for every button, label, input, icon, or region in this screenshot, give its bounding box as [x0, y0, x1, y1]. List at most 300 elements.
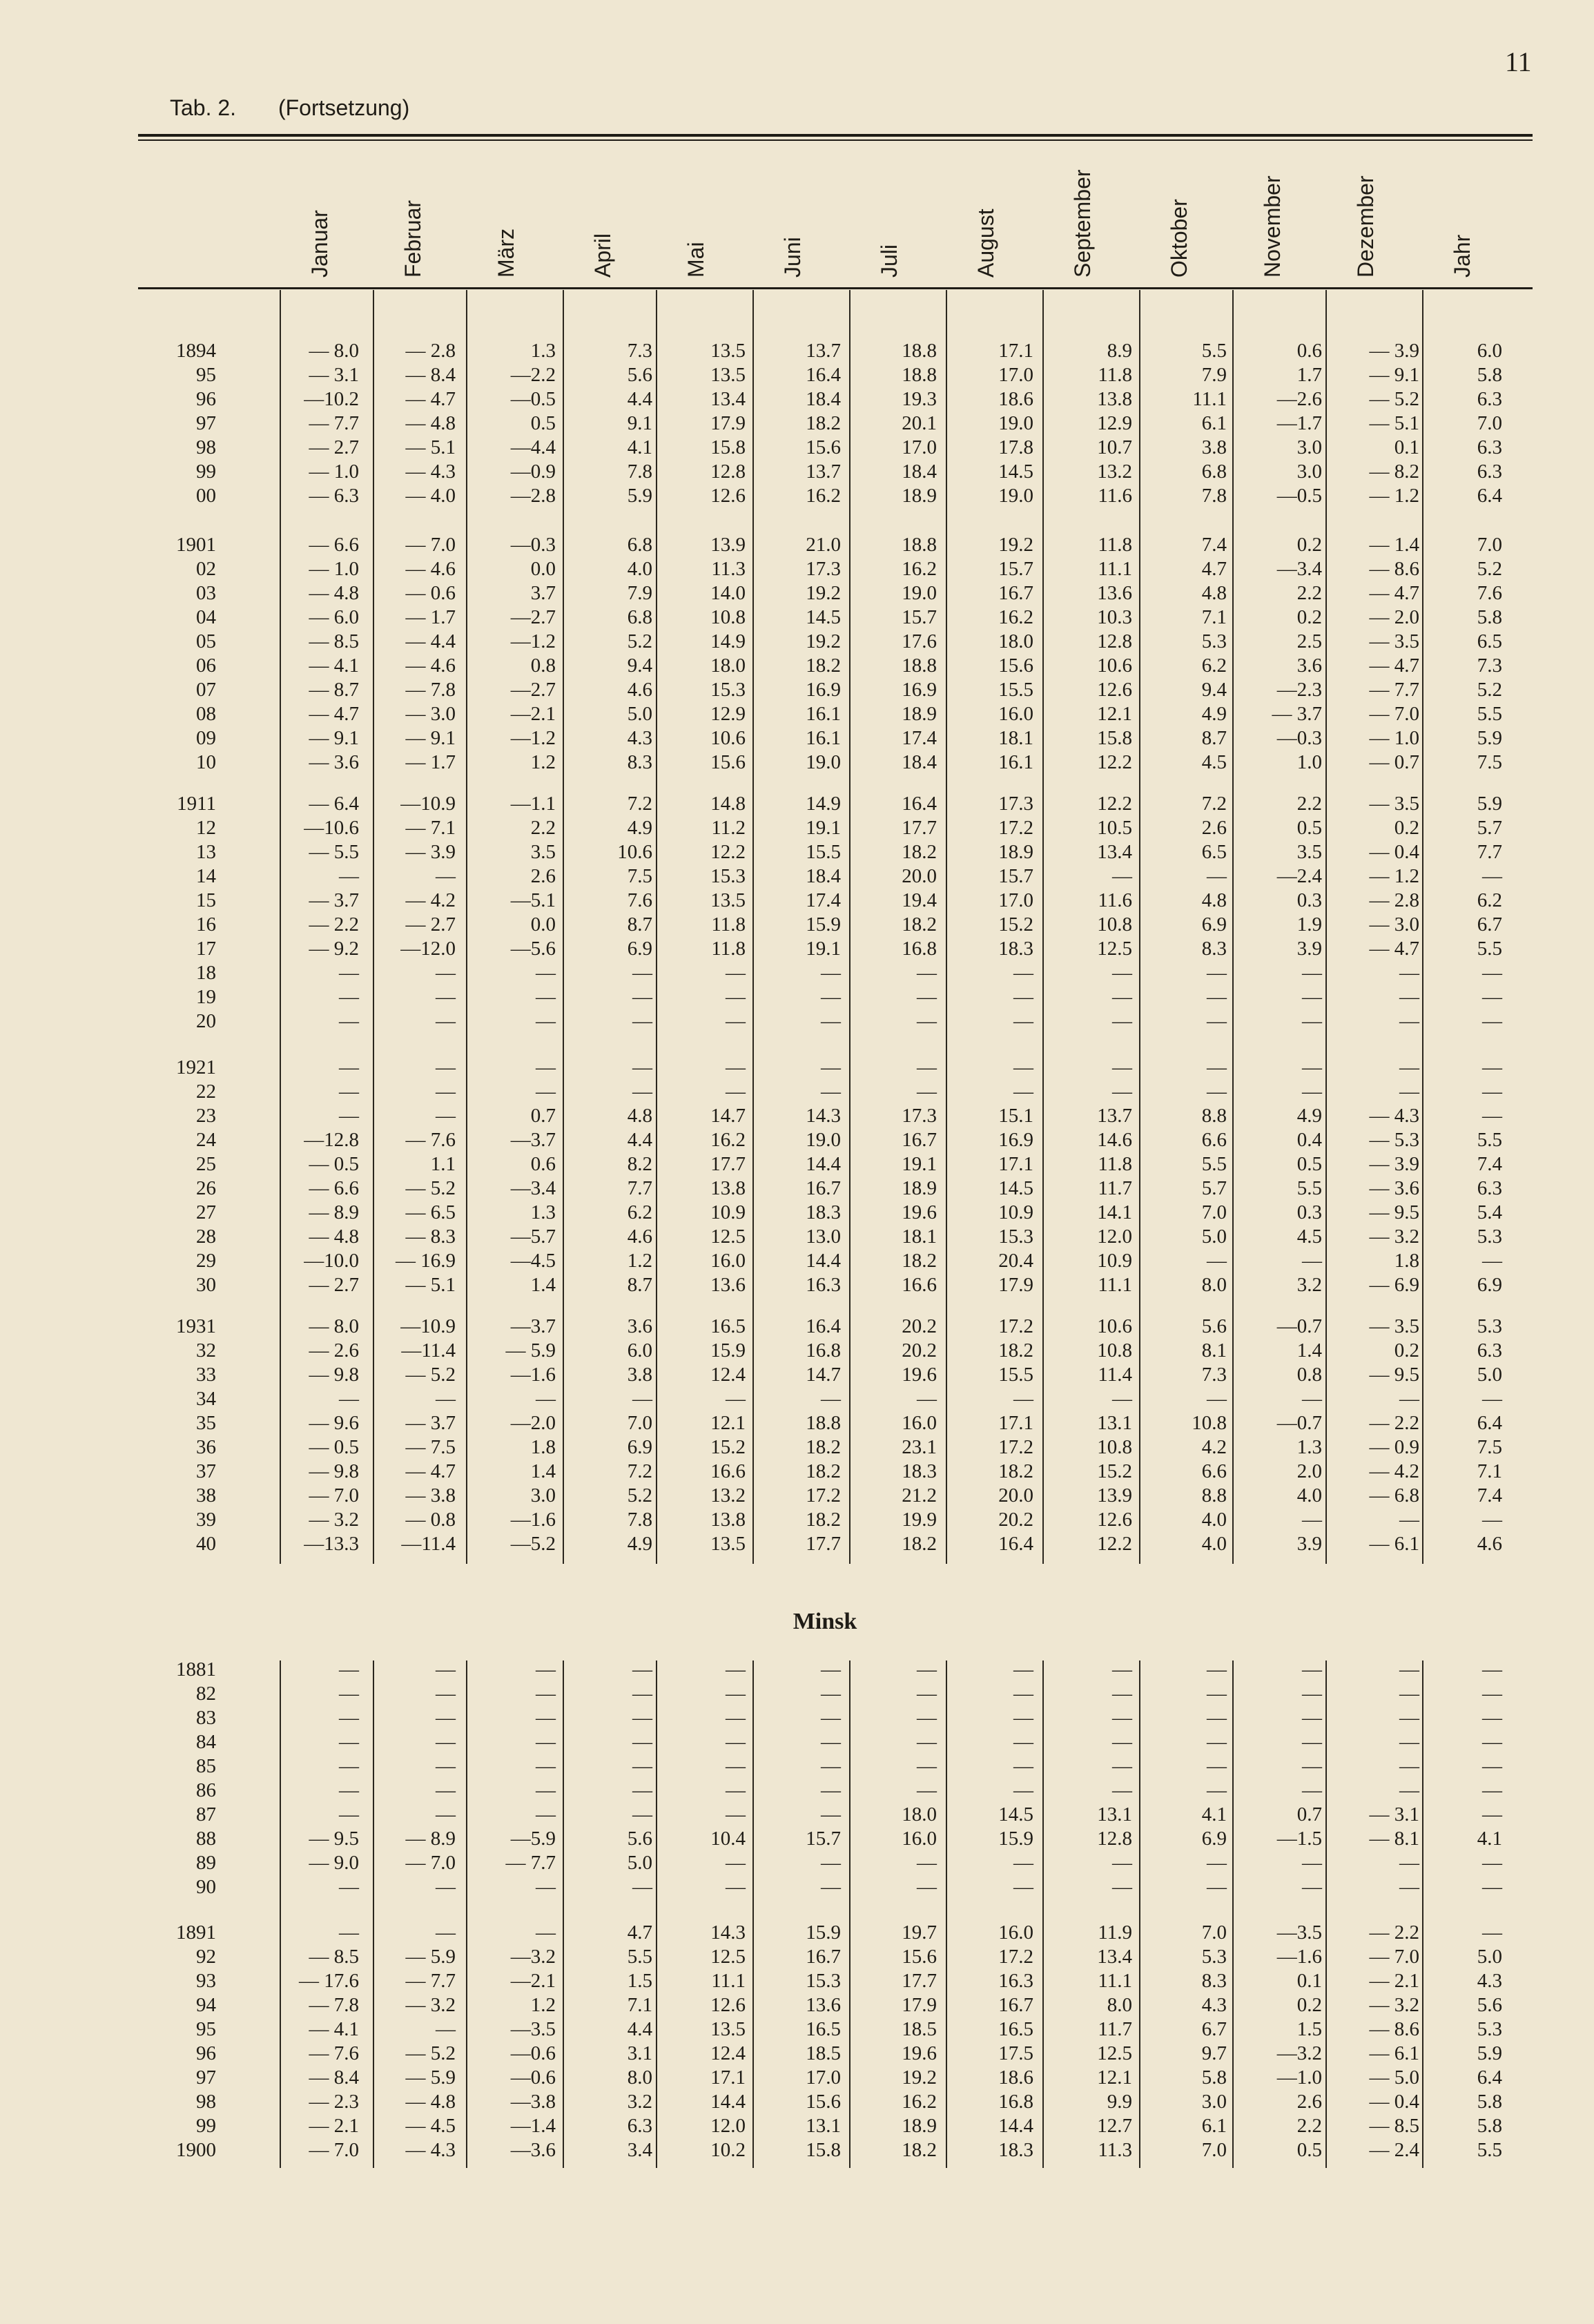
year-label: 1881	[176, 1658, 216, 1681]
table-cell: — 1.0	[1369, 727, 1419, 749]
table-cell: 5.0	[627, 703, 652, 725]
table-cell: 7.8	[627, 1509, 652, 1531]
table-cell: 18.1	[902, 1226, 937, 1248]
table-cell: — 6.3	[309, 485, 359, 507]
table-cell: 5.2	[627, 630, 652, 652]
table-cell: 2.6	[1296, 2091, 1322, 2113]
table-cell: 8.7	[1201, 727, 1227, 749]
table-cell: — 2.2	[1369, 1921, 1419, 1944]
table-cell: — 8.4	[309, 2066, 359, 2089]
table-cell: —1.4	[510, 2115, 556, 2137]
table-cell: —0.3	[510, 534, 556, 556]
table-cell: 13.8	[710, 1177, 746, 1199]
table-cell: 21.0	[806, 534, 841, 556]
table-cell: 6.3	[627, 2115, 652, 2137]
table-cell: 14.8	[710, 793, 746, 815]
table-cell: 17.3	[998, 793, 1033, 815]
table-cell: —	[1013, 1731, 1033, 1753]
table-cell: 10.9	[710, 1201, 746, 1223]
table-cell: 1.9	[1296, 913, 1322, 936]
table-cell: 11.8	[1098, 534, 1132, 556]
table-cell: — 6.4	[309, 793, 359, 815]
table-cell: —	[1399, 1081, 1419, 1103]
table-cell: —	[1207, 1707, 1227, 1729]
table-cell: 7.2	[627, 1460, 652, 1482]
table-cell: 14.5	[998, 1177, 1033, 1199]
table-cell: 12.9	[1097, 412, 1132, 434]
table-cell: — 1.7	[405, 606, 456, 628]
table-cell: 5.9	[1477, 727, 1502, 749]
table-cell: 7.0	[1201, 1921, 1227, 1944]
table-cell: —	[821, 1755, 841, 1777]
table-cell: 5.8	[1477, 2091, 1502, 2113]
column-header-april: April	[590, 233, 615, 278]
year-label: 98	[196, 2091, 216, 2113]
table-cell: 16.9	[806, 679, 841, 701]
table-cell: 14.7	[710, 1105, 746, 1127]
year-label: 87	[196, 1803, 216, 1826]
column-header-november: November	[1260, 175, 1285, 278]
table-cell: 12.5	[1097, 938, 1132, 960]
year-label: 97	[196, 2066, 216, 2089]
table-cell: — 2.2	[1369, 1412, 1419, 1434]
column-header-august: August	[973, 209, 998, 278]
column-divider	[1139, 290, 1140, 1564]
table-cell: 17.1	[998, 1153, 1033, 1175]
table-cell: 12.1	[1097, 703, 1132, 725]
column-header-februar: Februar	[400, 200, 425, 278]
table-cell: —	[1112, 1876, 1132, 1898]
table-cell: — 2.7	[309, 436, 359, 458]
table-cell: —	[1399, 986, 1419, 1008]
table-cell: —	[1482, 1683, 1502, 1705]
table-cell: —0.3	[1276, 727, 1322, 749]
table-cell: —	[436, 1081, 456, 1103]
table-cell: —	[917, 1010, 937, 1032]
table-cell: 11.6	[1098, 889, 1132, 911]
year-label: 32	[196, 1339, 216, 1362]
table-cell: 14.4	[806, 1153, 841, 1175]
table-cell: —	[1482, 1803, 1502, 1826]
table-cell: 5.2	[1477, 558, 1502, 580]
table-cell: 13.8	[710, 1509, 746, 1531]
table-cell: 6.3	[1477, 388, 1502, 410]
table-cell: — 8.7	[309, 679, 359, 701]
table-cell: 17.2	[998, 1946, 1033, 1968]
table-cell: 5.6	[627, 1828, 652, 1850]
table-cell: —	[726, 986, 746, 1008]
table-cell: —	[726, 1876, 746, 1898]
table-cell: 8.3	[1201, 1970, 1227, 1992]
table-cell: 5.4	[1477, 1201, 1502, 1223]
table-cell: 17.0	[902, 436, 937, 458]
table-cell: 7.1	[1477, 1460, 1502, 1482]
table-cell: —	[436, 962, 456, 984]
table-cell: —	[339, 1658, 359, 1681]
year-label: 89	[196, 1852, 216, 1874]
table-cell: 6.3	[1477, 436, 1502, 458]
table-cell: —	[339, 986, 359, 1008]
table-cell: 18.4	[806, 865, 841, 887]
table-cell: 18.8	[806, 1412, 841, 1434]
year-label: 19	[196, 986, 216, 1008]
table-cell: 18.9	[902, 485, 937, 507]
year-label: 1921	[176, 1056, 216, 1078]
table-cell: 17.4	[806, 889, 841, 911]
table-cell: 17.9	[902, 1994, 937, 2016]
table-cell: 0.1	[1394, 436, 1419, 458]
table-cell: — 9.1	[405, 727, 456, 749]
table-cell: 3.9	[1296, 938, 1322, 960]
table-cell: —	[339, 1081, 359, 1103]
column-header-jahr: Jahr	[1450, 234, 1475, 278]
table-caption	[170, 95, 409, 121]
table-cell: 3.5	[530, 841, 556, 863]
year-label: 1911	[177, 793, 216, 815]
table-cell: 3.7	[530, 582, 556, 604]
table-cell: 4.7	[1201, 558, 1227, 580]
table-cell: —	[1482, 865, 1502, 887]
table-cell: —	[821, 1707, 841, 1729]
table-cell: 17.1	[998, 1412, 1033, 1434]
table-cell: 1.3	[530, 340, 556, 362]
table-cell: —	[821, 1658, 841, 1681]
column-divider	[946, 1660, 947, 2168]
year-label: 39	[196, 1509, 216, 1531]
table-cell: — 5.2	[405, 1364, 456, 1386]
table-cell: — 4.7	[405, 388, 456, 410]
table-cell: 1.4	[1296, 1339, 1322, 1362]
column-divider	[849, 1660, 851, 2168]
table-cell: 11.8	[711, 913, 746, 936]
table-cell: 1.3	[1296, 1436, 1322, 1458]
table-cell: 7.1	[627, 1994, 652, 2016]
table-cell: 5.3	[1201, 1946, 1227, 1968]
table-cell: —2.1	[510, 1970, 556, 1992]
table-cell: 18.0	[710, 655, 746, 677]
table-cell: 16.0	[902, 1412, 937, 1434]
table-cell: —	[632, 1876, 652, 1898]
table-cell: —	[339, 1876, 359, 1898]
table-cell: — 7.5	[405, 1436, 456, 1458]
table-cell: 18.9	[902, 703, 937, 725]
table-cell: —	[1399, 962, 1419, 984]
table-cell: 13.5	[710, 364, 746, 386]
table-cell: 12.6	[710, 485, 746, 507]
table-cell: 4.6	[627, 679, 652, 701]
table-cell: 8.0	[1107, 1994, 1132, 2016]
column-divider	[1042, 290, 1044, 1564]
table-cell: 7.3	[1201, 1364, 1227, 1386]
table-cell: — 0.6	[405, 582, 456, 604]
column-divider	[1139, 1660, 1140, 2168]
year-label: 29	[196, 1250, 216, 1272]
table-cell: 13.4	[710, 388, 746, 410]
table-cell: 4.3	[627, 727, 652, 749]
table-cell: 0.5	[530, 412, 556, 434]
year-label: 20	[196, 1010, 216, 1032]
table-cell: 7.1	[1201, 606, 1227, 628]
table-cell: 1.2	[530, 1994, 556, 2016]
table-cell: 12.5	[710, 1946, 746, 1968]
table-cell: —	[436, 1731, 456, 1753]
table-cell: 8.3	[627, 751, 652, 773]
table-cell: —	[536, 962, 556, 984]
table-cell: 16.6	[902, 1274, 937, 1296]
table-cell: 13.6	[806, 1994, 841, 2016]
table-cell: —	[339, 1010, 359, 1032]
table-cell: 6.9	[1201, 1828, 1227, 1850]
table-cell: 15.3	[998, 1226, 1033, 1248]
table-cell: 16.2	[902, 2091, 937, 2113]
table-cell: 13.7	[806, 461, 841, 483]
table-cell: 18.6	[998, 2066, 1033, 2089]
table-cell: 15.5	[998, 679, 1033, 701]
table-cell: —	[1112, 1658, 1132, 1681]
table-cell: —	[1112, 1707, 1132, 1729]
table-cell: — 5.2	[1369, 388, 1419, 410]
table-cell: 5.5	[1477, 2139, 1502, 2161]
table-cell: —	[436, 1921, 456, 1944]
table-cell: —	[1207, 1779, 1227, 1801]
table-cell: —	[436, 986, 456, 1008]
table-cell: 8.8	[1201, 1484, 1227, 1507]
table-cell: —	[1302, 1509, 1322, 1531]
table-cell: 16.2	[902, 558, 937, 580]
table-cell: 18.9	[902, 1177, 937, 1199]
table-cell: —	[1112, 1755, 1132, 1777]
table-cell: —	[1207, 1081, 1227, 1103]
table-cell: 13.9	[1097, 1484, 1132, 1507]
table-cell: 4.2	[1201, 1436, 1227, 1458]
table-cell: 18.2	[806, 1460, 841, 1482]
table-cell: 4.0	[1201, 1509, 1227, 1531]
table-cell: 13.2	[1097, 461, 1132, 483]
table-cell: 16.5	[710, 1315, 746, 1337]
table-cell: 0.0	[530, 913, 556, 936]
table-cell: — 7.7	[405, 1970, 456, 1992]
table-cell: 17.8	[998, 436, 1033, 458]
year-label: 88	[196, 1828, 216, 1850]
table-cell: 0.0	[530, 558, 556, 580]
column-header-mai: Mai	[683, 242, 708, 278]
table-cell: —	[536, 1010, 556, 1032]
table-cell: 1.7	[1296, 364, 1322, 386]
table-cell: 3.6	[1296, 655, 1322, 677]
table-cell: —10.9	[400, 793, 456, 815]
table-cell: —	[339, 865, 359, 887]
table-cell: — 9.1	[309, 727, 359, 749]
table-cell: 18.2	[902, 2139, 937, 2161]
table-cell: 6.2	[1201, 655, 1227, 677]
year-label: 06	[196, 655, 216, 677]
table-cell: 15.5	[806, 841, 841, 863]
year-label: 1900	[176, 2139, 216, 2161]
year-label: 82	[196, 1683, 216, 1705]
table-cell: —	[1302, 1010, 1322, 1032]
table-cell: —	[1207, 1683, 1227, 1705]
table-cell: —10.0	[304, 1250, 359, 1272]
table-cell: — 2.3	[309, 2091, 359, 2113]
table-cell: —3.5	[1276, 1921, 1322, 1944]
table-cell: — 2.7	[405, 913, 456, 936]
year-label: 94	[196, 1994, 216, 2016]
table-cell: — 3.6	[309, 751, 359, 773]
year-label: 96	[196, 388, 216, 410]
table-cell: —	[632, 1010, 652, 1032]
table-cell: 14.5	[998, 461, 1033, 483]
year-label: 99	[196, 2115, 216, 2137]
table-cell: —	[1482, 1509, 1502, 1531]
table-cell: — 7.7	[1369, 679, 1419, 701]
table-cell: — 5.5	[309, 841, 359, 863]
table-cell: 6.4	[1477, 1412, 1502, 1434]
top-rule-thin	[138, 139, 1533, 141]
table-cell: —	[632, 1388, 652, 1410]
table-cell: 16.4	[806, 364, 841, 386]
table-cell: —	[536, 1755, 556, 1777]
table-cell: 14.3	[806, 1105, 841, 1127]
table-cell: —	[339, 1921, 359, 1944]
table-cell: —3.7	[510, 1129, 556, 1151]
table-cell: 18.0	[998, 630, 1033, 652]
table-cell: 19.0	[902, 582, 937, 604]
table-cell: —	[1482, 1658, 1502, 1681]
table-cell: — 7.1	[405, 817, 456, 839]
year-label: 22	[196, 1081, 216, 1103]
table-cell: 7.5	[1477, 1436, 1502, 1458]
table-cell: —	[1112, 1852, 1132, 1874]
table-cell: — 3.0	[1369, 913, 1419, 936]
table-cell: —1.0	[1276, 2066, 1322, 2089]
table-cell: 7.4	[1201, 534, 1227, 556]
table-cell: 0.8	[1296, 1364, 1322, 1386]
table-cell: 6.6	[1201, 1129, 1227, 1151]
table-cell: 16.5	[806, 2018, 841, 2040]
table-cell: 5.3	[1477, 1226, 1502, 1248]
table-cell: 9.9	[1107, 2091, 1132, 2113]
table-cell: 0.7	[530, 1105, 556, 1127]
table-cell: — 4.1	[309, 655, 359, 677]
table-cell: 15.7	[902, 606, 937, 628]
table-cell: —	[1302, 1779, 1322, 1801]
table-cell: 4.1	[627, 436, 652, 458]
year-label: 35	[196, 1412, 216, 1434]
table-cell: —	[726, 1010, 746, 1032]
table-cell: —	[726, 1707, 746, 1729]
table-cell: —	[339, 1388, 359, 1410]
table-cell: 16.4	[902, 793, 937, 815]
table-cell: 2.2	[530, 817, 556, 839]
table-cell: —	[917, 1755, 937, 1777]
table-cell: —	[1013, 1707, 1033, 1729]
table-cell: —	[917, 1876, 937, 1898]
table-cell: 18.6	[998, 388, 1033, 410]
table-cell: 16.9	[902, 679, 937, 701]
table-cell: 4.3	[1477, 1970, 1502, 1992]
table-cell: —	[1207, 1658, 1227, 1681]
table-cell: 16.7	[902, 1129, 937, 1151]
table-cell: 19.1	[902, 1153, 937, 1175]
table-cell: 17.2	[998, 817, 1033, 839]
table-cell: —3.8	[510, 2091, 556, 2113]
table-cell: 12.6	[1097, 1509, 1132, 1531]
table-cell: — 9.1	[1369, 364, 1419, 386]
table-cell: — 8.5	[1369, 2115, 1419, 2137]
table-cell: — 9.8	[309, 1364, 359, 1386]
table-cell: — 2.6	[309, 1339, 359, 1362]
year-label: 36	[196, 1436, 216, 1458]
table-cell: — 5.1	[1369, 412, 1419, 434]
table-cell: — 0.4	[1369, 2091, 1419, 2113]
table-cell: —	[726, 1731, 746, 1753]
table-cell: — 5.2	[405, 2042, 456, 2064]
table-cell: 4.9	[1296, 1105, 1322, 1127]
year-label: 1901	[176, 534, 216, 556]
table-cell: —	[821, 1081, 841, 1103]
column-divider	[563, 290, 564, 1564]
column-divider	[752, 1660, 754, 2168]
table-cell: 10.7	[1097, 436, 1132, 458]
table-cell: 4.9	[627, 817, 652, 839]
column-header-märz: März	[494, 228, 518, 278]
table-cell: 18.2	[902, 913, 937, 936]
table-cell: —	[1482, 1010, 1502, 1032]
table-cell: 3.0	[530, 1484, 556, 1507]
table-cell: 7.2	[1201, 793, 1227, 815]
table-cell: 8.0	[1201, 1274, 1227, 1296]
table-cell: 19.6	[902, 1201, 937, 1223]
year-label: 30	[196, 1274, 216, 1296]
table-cell: 19.0	[806, 751, 841, 773]
table-cell: 12.2	[1097, 1533, 1132, 1555]
table-cell: 18.8	[902, 655, 937, 677]
table-cell: —	[1013, 1852, 1033, 1874]
table-cell: —	[536, 1056, 556, 1078]
table-cell: 17.9	[998, 1274, 1033, 1296]
table-cell: 16.8	[998, 2091, 1033, 2113]
year-label: 24	[196, 1129, 216, 1151]
year-label: 85	[196, 1755, 216, 1777]
table-cell: — 4.3	[405, 461, 456, 483]
table-cell: — 3.1	[1369, 1803, 1419, 1826]
table-cell: 8.7	[627, 913, 652, 936]
year-label: 25	[196, 1153, 216, 1175]
column-divider	[849, 290, 851, 1564]
table-cell: —	[1112, 1010, 1132, 1032]
table-cell: — 3.2	[405, 1994, 456, 2016]
table-cell: 14.1	[1097, 1201, 1132, 1223]
table-cell: —12.0	[400, 938, 456, 960]
table-cell: —	[1302, 1731, 1322, 1753]
column-divider	[1232, 1660, 1234, 2168]
table-cell: —	[536, 1081, 556, 1103]
table-cell: —2.7	[510, 606, 556, 628]
table-cell: —	[632, 1731, 652, 1753]
table-cell: —	[339, 1731, 359, 1753]
table-cell: 16.7	[806, 1946, 841, 1968]
table-cell: 5.5	[1477, 938, 1502, 960]
table-cell: 18.4	[902, 751, 937, 773]
table-cell: 7.6	[627, 889, 652, 911]
table-cell: 6.3	[1477, 1177, 1502, 1199]
table-cell: — 2.8	[405, 340, 456, 362]
table-cell: — 5.0	[1369, 2066, 1419, 2089]
table-cell: 7.3	[1477, 655, 1502, 677]
table-cell: 4.7	[627, 1921, 652, 1944]
table-cell: 9.7	[1201, 2042, 1227, 2064]
table-cell: — 8.5	[309, 630, 359, 652]
